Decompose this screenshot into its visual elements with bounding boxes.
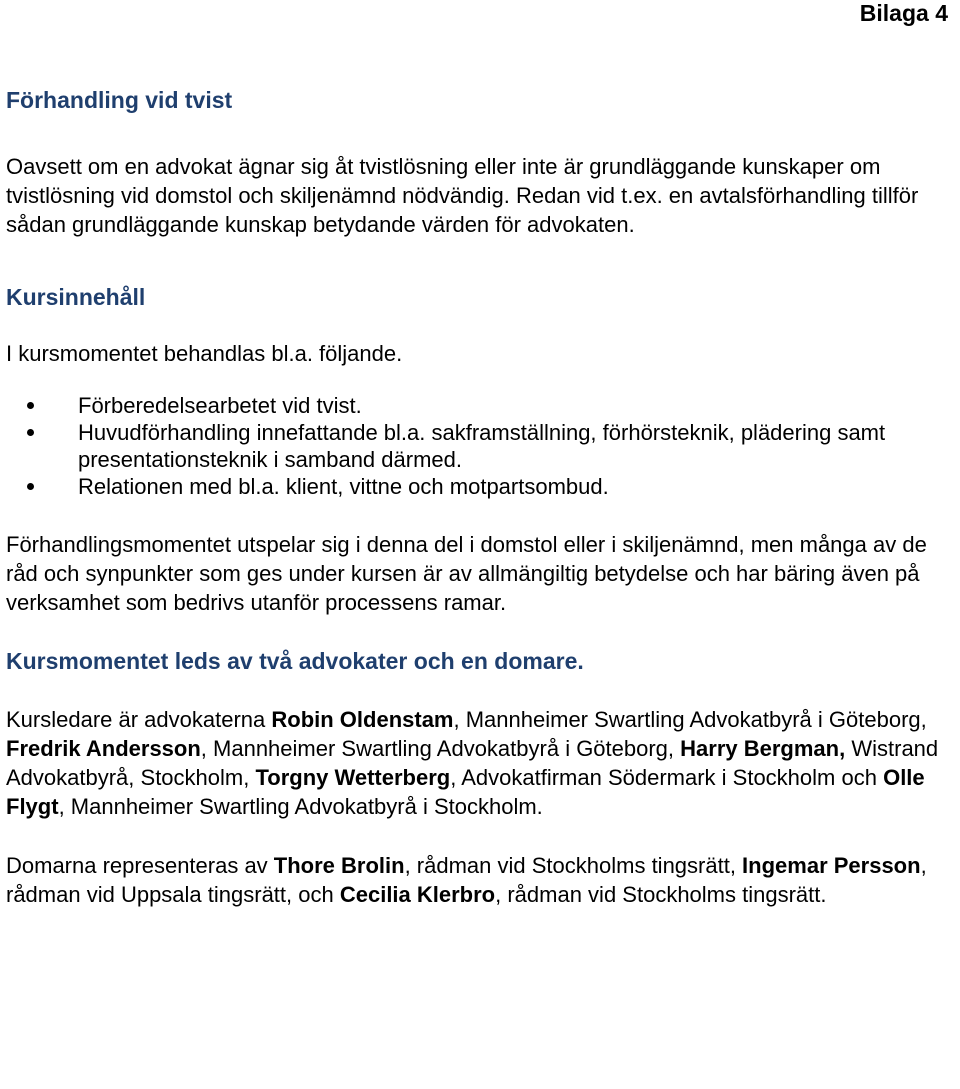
list-item: Huvudförhandling innefattande bl.a. sakframställning, förhörsteknik, plädering samt presentationsteknik i samband därmed. [6, 419, 956, 473]
moment-paragraph: Förhandlingsmomentet utspelar sig i denna del i domstol eller i skiljenämnd, men många av de råd och synpunkter som ges under kursen är av allmängiltig betydelse och har bäring även på verksamhet som bedrivs utanför processens ramar. [6, 532, 927, 615]
document-body [6, 84, 956, 909]
intro-paragraph: Oavsett om en advokat ägnar sig åt tvistlösning eller inte är grundläggande kunskaper om tvistlösning vid domstol och skiljenämnd nödvändig. Redan vid t.ex. en avtalsförhandling tillför sådan grundläggande kunskap betydande värden för advokaten. [6, 154, 919, 237]
course-leaders-statement: Kursmomentet leds av två advokater och en domare. [6, 648, 584, 674]
leader-name: Olle Flygt [6, 765, 925, 819]
main-heading: Förhandling vid tvist [6, 87, 233, 113]
bullet-icon [27, 429, 34, 436]
list-item: Relationen med bl.a. klient, vittne och motpartsombud. [6, 473, 956, 500]
bullet-icon [27, 483, 34, 490]
leader-name: Harry Bergman, [680, 736, 846, 761]
leader-name: Torgny Wetterberg [255, 765, 451, 790]
leaders-paragraph: Kursledare är advokaterna Robin Oldenstam, Mannheimer Swartling Advokatbyrå i Göteborg, Fredrik Andersson, Mannheimer Swartling Advokatbyrå i Göteborg, Harry Bergman, Wistrand Advokatbyrå, Stockholm, Torgny Wetterberg, Advokatfirman Södermark i Stockholm och Olle Flygt, Mannheimer Swartling Advokatbyrå i Stockholm. [6, 707, 939, 819]
topic-list [6, 392, 956, 500]
judges-paragraph: Domarna representeras av Thore Brolin, rådman vid Stockholms tingsrätt, Ingemar Persson, rådman vid Uppsala tingsrätt, och Cecilia Klerbro, rådman vid Stockholms tingsrätt. [6, 853, 927, 907]
bullet-icon [27, 402, 34, 409]
leader-name: Robin Oldenstam [271, 707, 454, 732]
course-content-heading: Kursinnehåll [6, 284, 146, 310]
list-item: Förberedelsearbetet vid tvist. [6, 392, 956, 419]
judge-name: Ingemar Persson [742, 853, 921, 878]
annex-label: Bilaga 4 [859, 0, 948, 26]
list-intro: I kursmomentet behandlas bl.a. följande. [6, 341, 403, 366]
judge-name: Cecilia Klerbro [339, 882, 496, 907]
leader-name: Fredrik Andersson [6, 736, 201, 761]
judge-name: Thore Brolin [273, 853, 405, 878]
